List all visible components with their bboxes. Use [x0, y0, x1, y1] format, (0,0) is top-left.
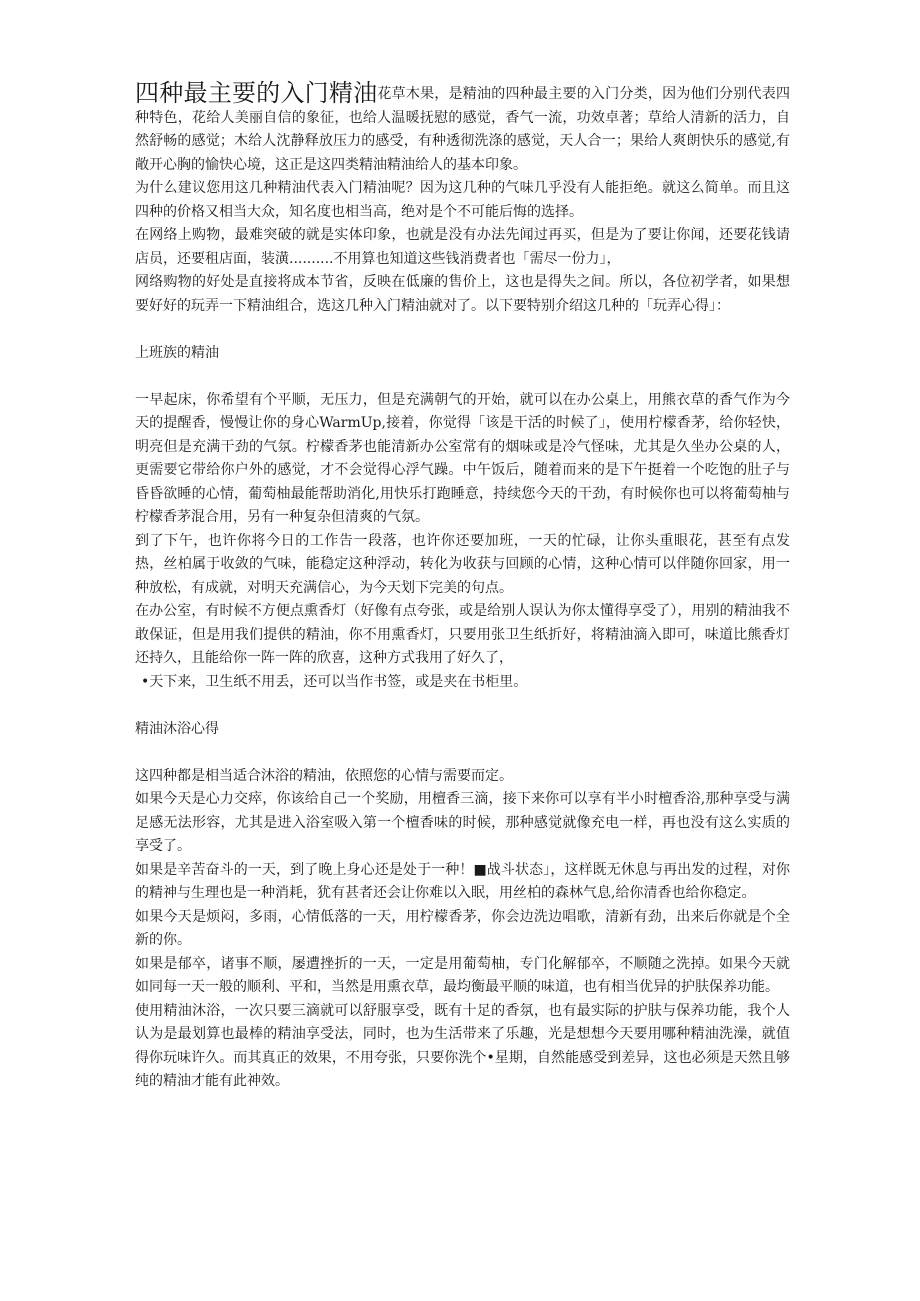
spacer [135, 694, 790, 718]
intro-paragraph-4: 网络购物的好处是直接将成本节省，反映在低廉的售价上，这也是得失之间。所以，各位初学者，如果想要好好的玩弄一下精油组合，选这几种入门精油就对了。以下要特别介绍这几种的「玩弄心得」： [135, 274, 790, 314]
bath-paragraph-1: 这四种都是相当适合沐浴的精油，依照您的心情与需要而定。 [135, 767, 513, 784]
bath-paragraph-2: 如果今天是心力交瘁，你该给自己一个奖励，用檀香三滴，接下来你可以享有半小时檀香浴,那种享受与满足感无法形容，尤其是进入浴室吸入第一个檀香味的时候，那种感觉就像充电一样，再也没有这么实质的享受了。 [135, 791, 790, 854]
bath-paragraph-6: 使用精油沐浴，一次只要三滴就可以舒服享受，既有十足的香氛，也有最实际的护肤与保养功能，我个人认为是最划算也最棒的精油享受法，同时，也为生活带来了乐趣，光是想想今天要用哪种精油洗澡，就值得你玩味许久。而其真正的效果，不用夸张，只要你洗个•星期，自然能感受到差异，这也必须是天然且够纯的精油才能有此神效。 [135, 1002, 790, 1089]
spacer [135, 741, 790, 765]
office-paragraph-2: 到了下午，也许你将今日的工作告一段落，也许你还要加班，一天的忙碌，让你头重眼花，甚至有点发热，丝柏属于收敛的气味，能稳定这种浮动，转化为收获与回顾的心情，这种心情可以伴随你回家，用一种放松，有成就，对明天充满信心，为今天划下完美的句点。 [135, 532, 790, 596]
intro-text-1: 花草木果，是精油的四种最主要的入门分类，因为他们分别代表四种特色，花给人美丽自信的象征，也给人温暖抚慰的感觉，香气一流，功效卓著；草给人清新的活力，自然舒畅的感觉；木给人沈静释放压力的感受，有种透彻洗涤的感觉，天人合一；果给人爽朗快乐的感觉,有敞开心胸的愉快心境，这正是这四类精油精油给人的基本印象。 [135, 86, 791, 173]
section-heading-office: 上班族的精油 [135, 344, 219, 361]
intro-paragraph-1 [135, 79, 791, 177]
office-paragraph-3: 在办公室，有时候不方便点熏香灯（好像有点夸张，或是给别人误认为你太懂得享受了），用别的精油我不敢保证，但是用我们提供的精油，你不用熏香灯，只要用张卫生纸折好，将精油滴入即可，味道比熊香灯还持久，且能给你一阵一阵的欣喜，这种方式我用了好久了， [135, 603, 790, 666]
office-paragraph-4: •天下来，卫生纸不用丢，还可以当作书签，或是夹在书柜里。 [141, 673, 528, 690]
spacer [135, 365, 790, 389]
document-title: 四种最主要的入门精油 [135, 79, 378, 107]
document-page [135, 79, 791, 1094]
bath-paragraph-3: 如果是辛苦奋斗的一天，到了晚上身心还是处于一种！■战斗状态」，这样既无休息与再出发的过程，对你的精神与生理也是一种消耗，犹有甚者还会让你难以入眠，用丝柏的森林气息,给你清香也给你稳定。 [135, 861, 790, 901]
bath-paragraph-5: 如果是郁卒，诸事不顺，屡遭挫折的一天，一定是用葡萄柚，专门化解郁卒，不顺随之洗掉。如果今天就如同每一天一般的顺利、平和，当然是用熏衣草，最均衡最平顺的味道，也有相当优异的护肤保养功能。 [135, 955, 790, 995]
bath-paragraph-4: 如果今天是烦闷，多雨，心情低落的一天，用柠檬香茅，你会边洗边唱歌，清新有劲，出来后你就是个全新的你。 [135, 908, 790, 948]
section-heading-bath: 精油沐浴心得 [135, 720, 219, 737]
intro-paragraph-2: 为什么建议您用这几种精油代表入门精油呢？因为这几种的气味几乎没有人能拒绝。就这么简单。而且这四种的价格又相当大众，知名度也相当高，绝对是个不可能后悔的选择。 [135, 180, 790, 220]
spacer [135, 318, 790, 342]
office-paragraph-1: 一早起床，你希望有个平顺，无压力，但是充满朝气的开始，就可以在办公桌上，用熊衣草的香气作为今天的提醒香，慢慢让你的身心WarmUp,接着，你觉得「该是干活的时候了」，使用柠檬香茅，给你轻快，明亮但是充满干劲的气氛。柠檬香茅也能清新办公室常有的烟味或是冷气怪味，尤其是久坐办公桌的人，更需要它带给你户外的感觉，才不会觉得心浮气躁。中午饭后，随着而来的是下午挺着一个吃饱的肚子与昏昏欲睡的心情，葡萄柚最能帮助消化,用快乐打跑睡意，持续您今天的干劲，有时候你也可以将葡萄柚与柠檬香茅混合用，另有一种复杂但清爽的气氛。 [135, 391, 790, 525]
intro-paragraph-3: 在网络上购物，最难突破的就是实体印象，也就是没有办法先闻过再买，但是为了要让你闻，还要花钱请店员，还要租店面，装潢..........不用算也知道这些钱消费者也「需尽一份力」， [135, 227, 790, 267]
